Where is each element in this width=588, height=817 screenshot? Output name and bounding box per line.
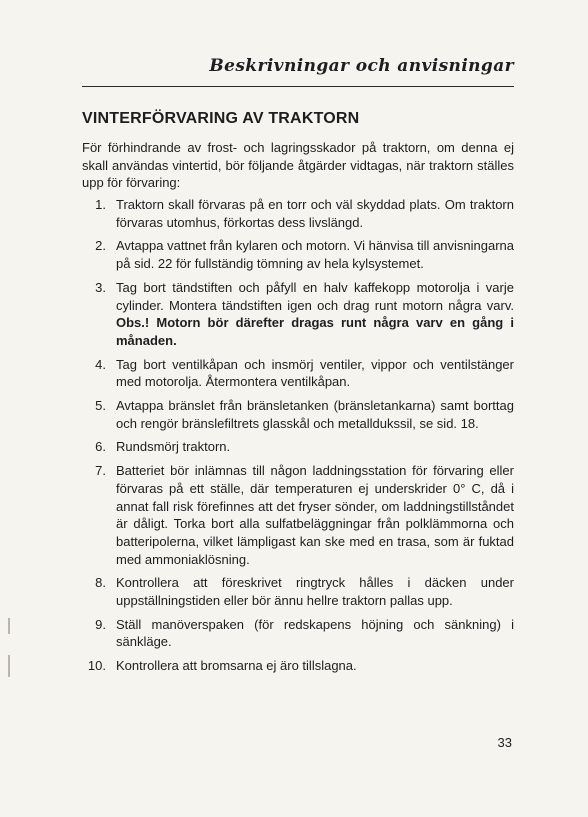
intro-paragraph: För förhindrande av frost- och lagringsskador på traktorn, om denna ej skall användas vintertid, bör följande åtgärder vidtagas, när traktorn ställes upp för förvaring: [82, 140, 514, 191]
item-number: 10. [87, 658, 106, 674]
item-text: Ställ manöverspaken (för redskapens höjning och sänkning) i sänkläge. [116, 616, 514, 650]
item-number: 2. [95, 238, 106, 254]
item-text: Avtappa bränslet från bränsletanken (bränsletankarna) samt borttag och rengör bränslefiltrets glasskål och metalldukssil, se sid. 18. [116, 398, 514, 431]
item-number: 5. [95, 398, 106, 414]
list-item [82, 397, 514, 432]
list-item [82, 574, 514, 609]
item-number: 6. [95, 439, 106, 455]
list-item [82, 237, 514, 272]
margin-mark [8, 618, 10, 634]
list-item [82, 616, 514, 651]
section-title: VINTERFÖRVARING AV TRAKTORN [82, 110, 360, 127]
list-item [82, 356, 514, 391]
margin-mark [8, 655, 10, 677]
item-number: 3. [95, 279, 106, 295]
item-text: Rundsmörj traktorn. [116, 439, 231, 455]
item-text: Kontrollera att bromsarna ej äro tillslagna. [116, 658, 357, 674]
item-number: 7. [95, 463, 106, 479]
list-item [82, 279, 514, 350]
item-text: Kontrollera att föreskrivet ringtryck hålles i däcken under uppställningstiden eller bör ännu hellre traktorn pallas upp. [116, 575, 514, 609]
item-text: Avtappa vattnet från kylaren och motorn. Vi hänvisa till anvisningarna på sid. 22 för fullständig tömning av hela kylsystemet. [116, 238, 514, 272]
item-number: 4. [95, 356, 106, 372]
item-text: Tag bort ventilkåpan och insmörj ventiler, vippor och ventilstänger med motorolja. Återmontera ventilkåpan. [116, 356, 514, 390]
item-number: 9. [95, 616, 106, 632]
instruction-list [82, 196, 514, 681]
item-text: Traktorn skall förvaras på en torr och väl skyddad plats. Om traktorn förvaras utomhus, förkortas dess livslängd. [116, 197, 514, 230]
item-text: Tag bort tändstiften och påfyll en halv kaffekopp motorolja i varje cylinder. Montera tändstiften igen och drag runt motorn några varv. [116, 279, 514, 313]
running-head: Beskrivningar och anvisningar [209, 56, 514, 76]
list-item [82, 657, 514, 675]
item-text: Batteriet bör inlämnas till någon laddningsstation för förvaring eller förvaras på ett ställe, där temperaturen ej underskrider 0° C, då i annat fall risk förefinnes att det fryser sönder, om laddningstillståndet är dåligt. Torka bort alla sulfatbeläggningar från polklämmorna och batteripolerna, vilket lämpligast kan ske med en trasa, som är fuktad med ammoniaklösning. [116, 463, 514, 567]
item-number: 1. [95, 197, 106, 212]
item-text-wrapper [116, 279, 514, 350]
header-rule [82, 86, 514, 87]
item-number: 8. [95, 575, 106, 591]
item-note: Obs.! Motorn bör därefter dragas runt några varv en gång i månaden. [116, 315, 514, 348]
list-item [82, 462, 514, 568]
page-number: 33 [497, 735, 512, 750]
list-item [82, 438, 514, 456]
list-item [82, 196, 514, 231]
